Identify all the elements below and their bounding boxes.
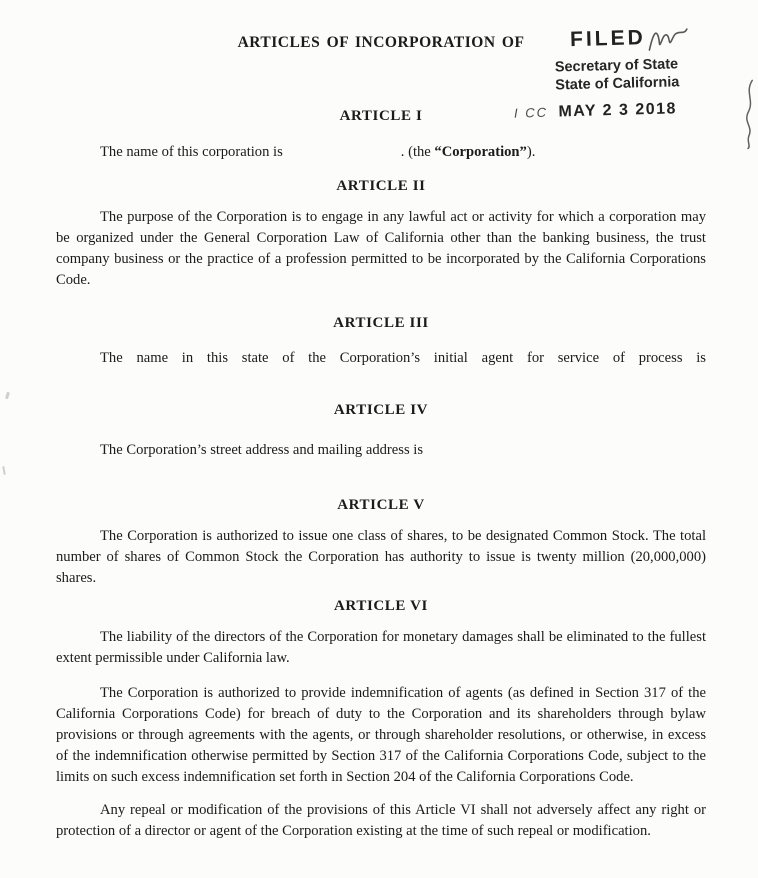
article-5-text: The Corporation is authorized to issue one class of shares, to be designated Common Stock. The total number of shares of Common Stock the Corporation has authority to issue is twenty million (20,000,000) shares.: [56, 528, 706, 586]
stamp-date-row: [514, 98, 755, 122]
article-4-text: The Corporation’s street address and mailing address is: [100, 442, 424, 458]
article-4-heading: ARTICLE IV: [333, 402, 429, 418]
article-2-heading: ARTICLE II: [336, 178, 426, 194]
scan-artifact: [5, 392, 10, 400]
corporation-name-blank: [283, 155, 401, 156]
stamp-clerk-mark: I CC: [513, 104, 549, 121]
scan-artifact: [2, 466, 6, 475]
article-6-paragraph-1: The liability of the directors of the Corporation for monetary damages shall be eliminated to the fullest extent permissible under California law.: [56, 629, 706, 666]
article-3-text: The name in this state of the Corporation’s initial agent for service of process is: [100, 350, 706, 366]
filed-stamp-title: FILED: [569, 26, 647, 52]
article-6-paragraph-2: The Corporation is authorized to provide indemnification of agents (as defined in Section 317 of the California Corporations Code) for breach of duty to the Corporation and its shareholders through bylaw provisions or through agreements with the agents, or through shareholder resolutions, or otherwise, in excess of the indemnification otherwise permitted by Section 317 of the California Corporations Code, subject to the limits on such excess indemnification set forth in Section 204 of the California Corporations Code.: [56, 685, 706, 785]
filed-stamp: [513, 23, 755, 121]
article-2-text: The purpose of the Corporation is to engage in any lawful act or activity for which a corporation may be organized under the General Corporation Law of California other than the banking business, the trust company business or the practice of a profession permitted to be incorporated by the California Corporations Code.: [56, 209, 706, 288]
article-6-paragraph-3: Any repeal or modification of the provisions of this Article VI shall not adversely affect any right or protection of a director or agent of the Corporation existing at the time of such repeal or modification.: [56, 802, 706, 839]
article-1-text-after: ).: [526, 144, 536, 160]
stamp-secretary-line: Secretary of State: [554, 56, 679, 76]
article-1-text: [56, 142, 706, 163]
article-3: [56, 315, 706, 369]
article-4: [56, 402, 706, 461]
article-1-bold-term: “Corporation”: [434, 144, 527, 160]
article-1-text-before: The name of this corporation is: [100, 144, 283, 160]
stamp-date: MAY 2 3 2018: [558, 100, 678, 121]
article-1-heading: ARTICLE I: [339, 108, 423, 124]
document-title: ARTICLES OF INCORPORATION OF: [237, 34, 525, 51]
article-6-heading: ARTICLE VI: [334, 598, 428, 614]
stamp-state-line: State of California: [555, 74, 680, 94]
article-5: [56, 497, 706, 589]
handwritten-scribble-icon: [645, 25, 690, 56]
article-1-text-mid: . (the: [400, 144, 435, 160]
article-6: [56, 598, 706, 842]
article-2: [56, 178, 706, 291]
handwritten-flourish-icon: [740, 78, 758, 150]
article-3-heading: ARTICLE III: [333, 315, 429, 331]
article-5-heading: ARTICLE V: [337, 497, 425, 513]
